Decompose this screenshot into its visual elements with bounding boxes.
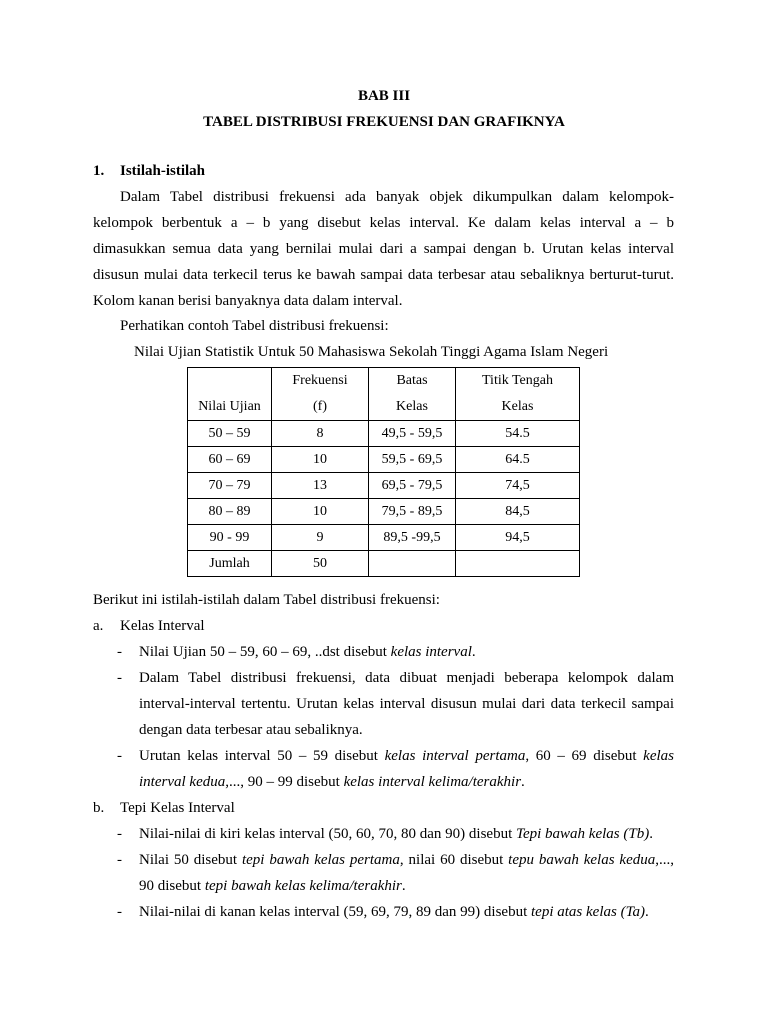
table-cell: 80 – 89 xyxy=(188,499,272,525)
bullet-text: 90 disebut tepi bawah kelas kelima/terakhir. xyxy=(139,878,406,894)
table-cell: 50 – 59 xyxy=(188,421,272,447)
table-cell: 59,5 - 69,5 xyxy=(369,447,456,473)
table-total-row xyxy=(188,551,580,577)
table-cell: 13 xyxy=(272,473,369,499)
table-row xyxy=(188,421,580,447)
table-cell: 70 – 79 xyxy=(188,473,272,499)
item-marker: a. xyxy=(93,618,104,634)
chapter-label: BAB III xyxy=(357,88,411,104)
table-cell: 9 xyxy=(272,525,369,551)
table-cell: 74,5 xyxy=(456,473,580,499)
bullet-text: Nilai Ujian 50 – 59, 60 – 69, ..dst disebut kelas interval. xyxy=(139,644,476,660)
table-cell: 89,5 -99,5 xyxy=(369,525,456,551)
bullet-dash: - xyxy=(117,644,122,660)
table-cell: 64.5 xyxy=(456,447,580,473)
item-marker: b. xyxy=(93,800,105,816)
bullet-text: Nilai-nilai di kanan kelas interval (59, 69, 79, 89 dan 99) disebut tepi atas kelas (Ta). xyxy=(139,904,649,920)
paragraph-line: disusun mulai data terkecil terus ke bawah sampai data terbesar atau sebaliknya berturut-turut. xyxy=(93,267,674,283)
bullet-text: Dalam Tabel distribusi frekuensi, data dibuat menjadi beberapa kelompok dalam xyxy=(139,670,674,686)
header-cell: Nilai Ujian xyxy=(188,368,272,421)
table-cell: 69,5 - 79,5 xyxy=(369,473,456,499)
item-label: Tepi Kelas Interval xyxy=(120,800,235,816)
bullet-dash: - xyxy=(117,670,122,686)
terms-intro: Berikut ini istilah-istilah dalam Tabel distribusi frekuensi: xyxy=(93,592,440,608)
table-cell: 8 xyxy=(272,421,369,447)
table-cell: 60 – 69 xyxy=(188,447,272,473)
bullet-dash: - xyxy=(117,748,122,764)
table-row xyxy=(188,473,580,499)
table-cell: 84,5 xyxy=(456,499,580,525)
table-cell: 50 xyxy=(272,551,369,577)
table-cell: 49,5 - 59,5 xyxy=(369,421,456,447)
table-cell: 79,5 - 89,5 xyxy=(369,499,456,525)
table-row xyxy=(188,525,580,551)
bullet-text: dengan data terbesar atau sebaliknya. xyxy=(139,722,363,738)
table-cell xyxy=(369,551,456,577)
paragraph-line: Dalam Tabel distribusi frekuensi ada banyak objek dikumpulkan dalam kelompok- xyxy=(120,189,674,205)
table-cell: 54.5 xyxy=(456,421,580,447)
bullet-dash: - xyxy=(117,904,122,920)
bullet-text: Urutan kelas interval 50 – 59 disebut kelas interval pertama, 60 – 69 disebut kelas xyxy=(139,748,674,764)
paragraph-line: kelompok berbentuk a – b yang disebut kelas interval. Ke dalam kelas interval a – b xyxy=(93,215,674,231)
bullet-text: Nilai-nilai di kiri kelas interval (50, 60, 70, 80 dan 90) disebut Tepi bawah kelas (Tb). xyxy=(139,826,653,842)
table-cell: 90 - 99 xyxy=(188,525,272,551)
bullet-text: Nilai 50 disebut tepi bawah kelas pertama, nilai 60 disebut tepu bawah kelas kedua,..., xyxy=(139,852,674,868)
bullet-text: interval kedua,..., 90 – 99 disebut kelas interval kelima/terakhir. xyxy=(139,774,525,790)
bullet-dash: - xyxy=(117,852,122,868)
paragraph-intro: Perhatikan contoh Tabel distribusi frekuensi: xyxy=(120,318,389,334)
section-number: 1. xyxy=(93,163,105,179)
table-cell: 94,5 xyxy=(456,525,580,551)
table-caption: Nilai Ujian Statistik Untuk 50 Mahasiswa Sekolah Tinggi Agama Islam Negeri xyxy=(134,344,609,360)
header-cell: Batas Kelas xyxy=(369,368,456,421)
table-cell xyxy=(456,551,580,577)
bullet-dash: - xyxy=(117,826,122,842)
item-label: Kelas Interval xyxy=(120,618,205,634)
table-row xyxy=(188,499,580,525)
table-cell: 10 xyxy=(272,499,369,525)
section-heading: Istilah-istilah xyxy=(120,163,206,179)
table-cell: Jumlah xyxy=(188,551,272,577)
bullet-text: interval-interval tertentu. Urutan kelas interval disusun mulai dari data terkecil sampai xyxy=(139,696,674,712)
table-row xyxy=(188,447,580,473)
table-cell: 10 xyxy=(272,447,369,473)
table-header-row xyxy=(188,368,580,421)
paragraph-line: Kolom kanan berisi banyaknya data dalam interval. xyxy=(93,293,403,309)
paragraph-line: dimasukkan semua data yang bernilai mulai dari a sampai dengan b. Urutan kelas interval xyxy=(93,241,674,257)
header-cell: Frekuensi (f) xyxy=(272,368,369,421)
chapter-title: TABEL DISTRIBUSI FREKUENSI DAN GRAFIKNYA xyxy=(203,114,565,130)
header-cell: Titik Tengah Kelas xyxy=(456,368,580,421)
frequency-table xyxy=(187,367,580,577)
